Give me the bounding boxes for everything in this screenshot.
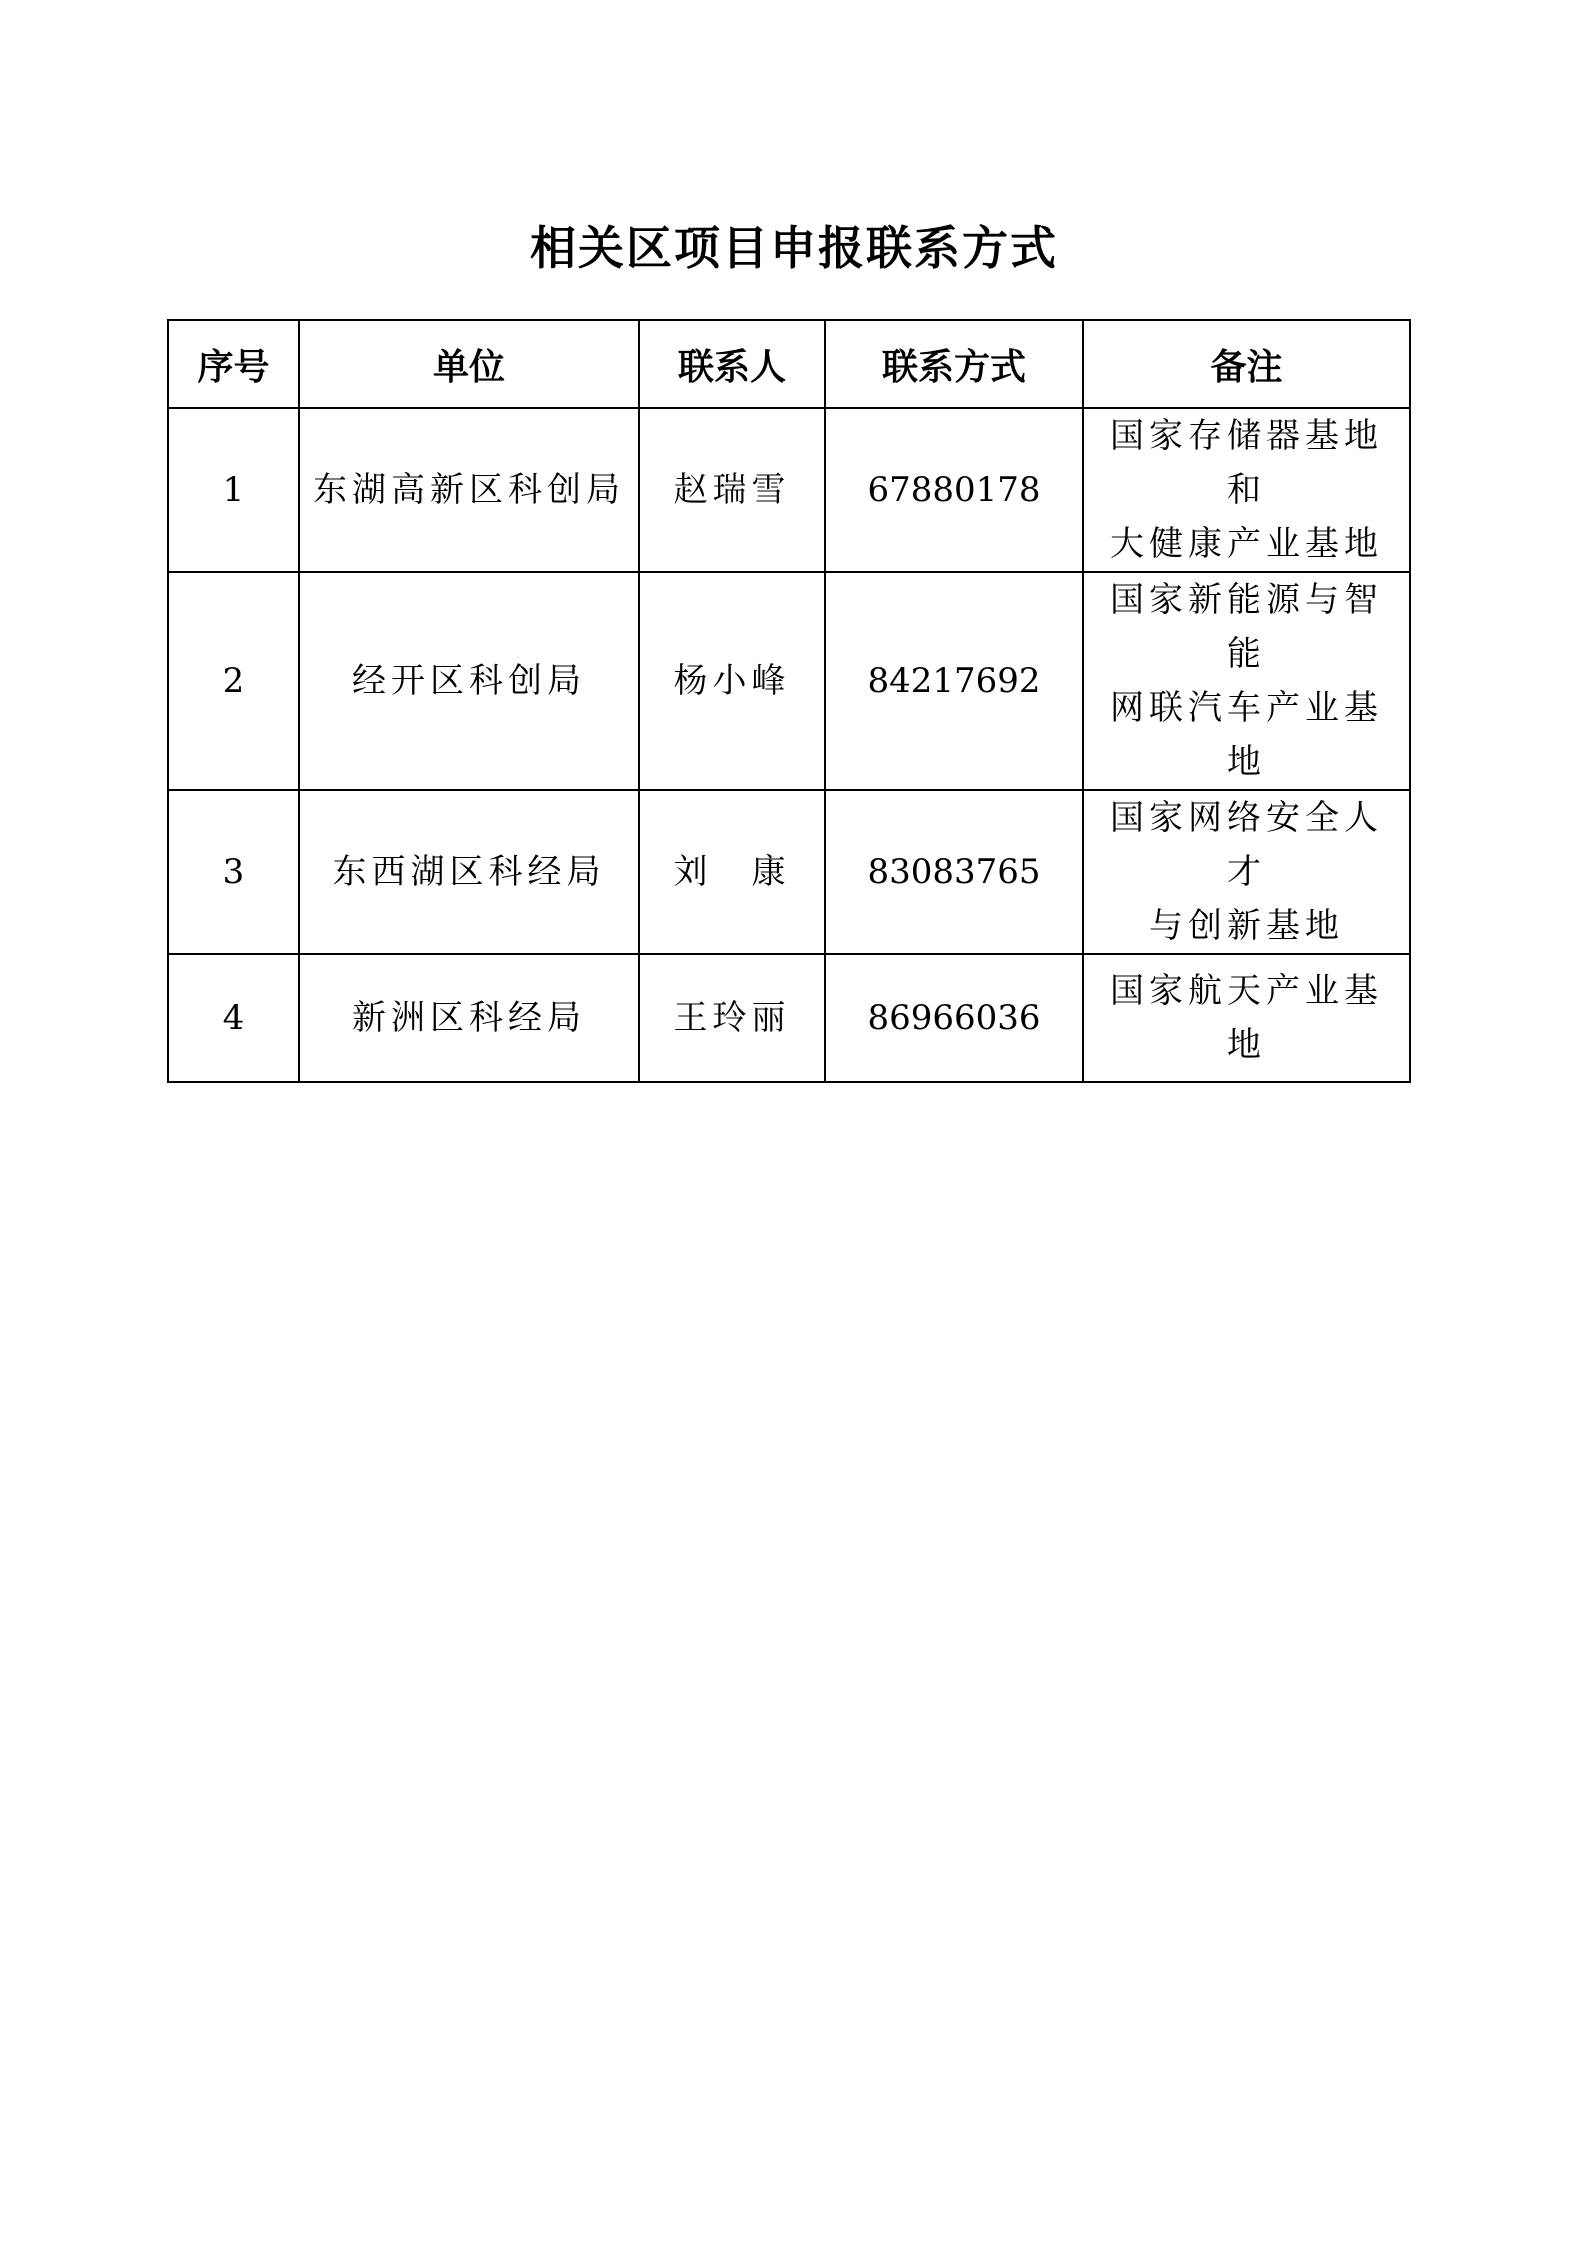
table-header-row [168, 320, 1410, 408]
cell-unit: 东湖高新区科创局 [299, 408, 639, 572]
remark-line: 国家网络安全人才 [1110, 798, 1383, 892]
cell-remark [1083, 572, 1410, 790]
cell-remark [1083, 408, 1410, 572]
cell-phone: 84217692 [825, 572, 1083, 790]
cell-index: 1 [168, 408, 299, 572]
cell-contact: 赵瑞雪 [639, 408, 825, 572]
header-remark: 备注 [1083, 320, 1410, 408]
remark-line: 网联汽车产业基地 [1110, 688, 1383, 782]
remark-line: 国家新能源与智能 [1110, 580, 1383, 674]
cell-phone: 83083765 [825, 790, 1083, 954]
header-index: 序号 [168, 320, 299, 408]
table-row [168, 954, 1410, 1082]
cell-contact: 刘 康 [639, 790, 825, 954]
table-row [168, 572, 1410, 790]
cell-remark [1083, 790, 1410, 954]
header-unit: 单位 [299, 320, 639, 408]
cell-index: 3 [168, 790, 299, 954]
remark-line: 与创新基地 [1149, 906, 1344, 946]
cell-phone: 67880178 [825, 408, 1083, 572]
cell-unit: 东西湖区科经局 [299, 790, 639, 954]
page-title: 相关区项目申报联系方式 [530, 221, 1058, 275]
header-contact: 联系人 [639, 320, 825, 408]
cell-contact: 王玲丽 [639, 954, 825, 1082]
cell-index: 2 [168, 572, 299, 790]
table-row [168, 408, 1410, 572]
contact-table [167, 319, 1411, 1083]
cell-contact: 杨小峰 [639, 572, 825, 790]
cell-remark [1083, 954, 1410, 1082]
remark-line: 国家航天产业基地 [1110, 971, 1383, 1065]
cell-phone: 86966036 [825, 954, 1083, 1082]
table-row [168, 790, 1410, 954]
cell-unit: 新洲区科经局 [299, 954, 639, 1082]
remark-line: 国家存储器基地和 [1110, 416, 1383, 510]
header-phone: 联系方式 [825, 320, 1083, 408]
remark-line: 大健康产业基地 [1110, 524, 1383, 564]
cell-index: 4 [168, 954, 299, 1082]
cell-unit: 经开区科创局 [299, 572, 639, 790]
